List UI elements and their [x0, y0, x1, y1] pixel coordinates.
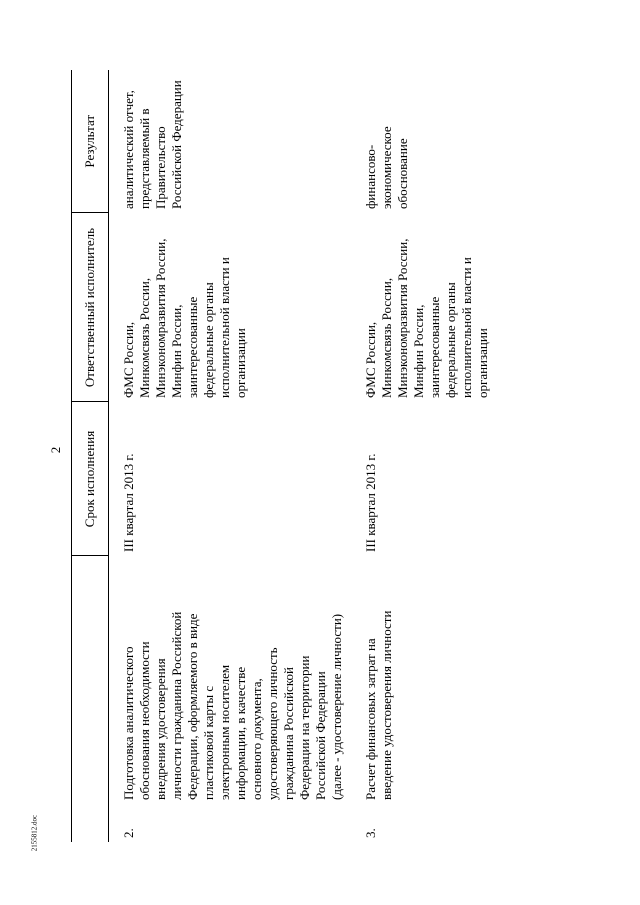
row-result: финансово- экономическое обоснование [363, 126, 410, 209]
row-executor: ФМС России, Минкомсвязь России, Минэкономразвития России, Минфин России, заинтересованные федеральные органы исполнительной власти и организации [121, 238, 248, 398]
row-number: 3. [363, 828, 378, 838]
row-result: аналитический отчет, представляемый в Правительство Российской Федерации [121, 80, 184, 209]
plan-table [71, 70, 497, 842]
header-blank [72, 556, 109, 842]
header-deadline: Срок исполнения [72, 402, 109, 556]
row-executor: ФМС России, Минкомсвязь России, Минэкономразвития России, Минфин России, заинтересованные федеральные органы исполнительной власти и организации [363, 238, 490, 398]
row-task: Подготовка аналитического обоснования необходимости внедрения удостоверения личности гражданина Российской Федерации, оформляемого в виде пластиковой карты с электронным носителем информации, в качестве основного документа, удостоверяющего личность гражданина Российской Федерации на территории Российской Федерации (далее - удостоверение личности) [121, 611, 344, 800]
rotated-table-wrapper [71, 70, 579, 842]
footer-filename: 2155812.doc [30, 814, 39, 852]
table-header-row [72, 70, 109, 842]
table-row [109, 70, 352, 842]
row-deadline: III квартал 2013 г. [363, 453, 378, 552]
header-result: Результат [72, 70, 109, 213]
row-number: 2. [121, 828, 136, 838]
header-executor: Ответственный исполнитель [72, 213, 109, 402]
page-number: 2 [48, 446, 63, 454]
row-deadline: III квартал 2013 г. [121, 453, 136, 552]
table-row [351, 70, 497, 842]
row-task: Расчет финансовых затрат на введение удостоверения личности [363, 610, 394, 800]
